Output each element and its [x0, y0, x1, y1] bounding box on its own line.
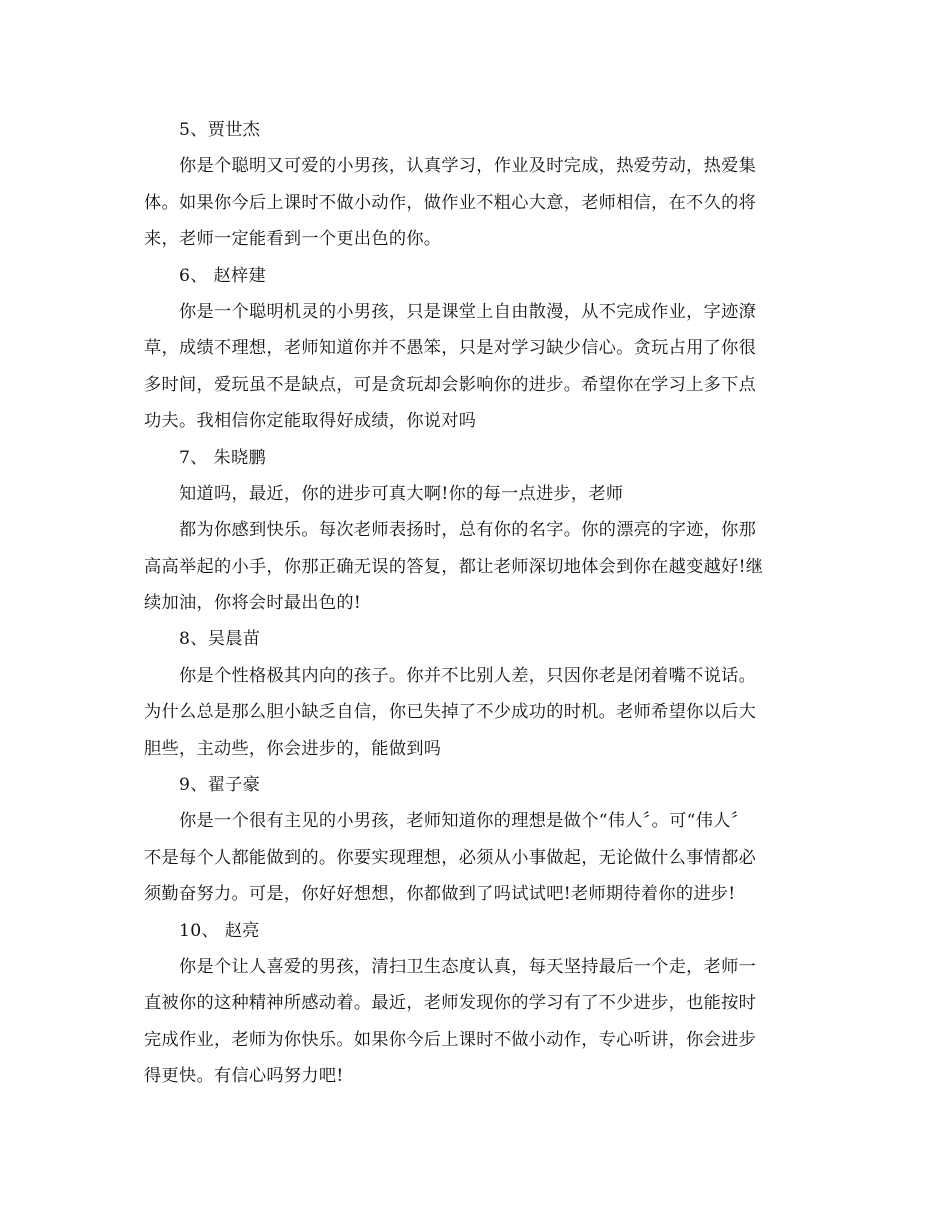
comment-entry-9	[144, 767, 804, 913]
entry-heading: 10、 赵亮	[179, 920, 260, 941]
paragraph-line: 得更快。有信心吗努力吧!	[144, 1066, 344, 1087]
comment-entry-6	[144, 258, 804, 440]
paragraph-line: 你是一个很有主见的小男孩，老师知道你的理想是做个“伟人〞。可“伟人〞	[179, 811, 749, 832]
paragraph-line: 知道吗，最近，你的进步可真大啊!你的每一点进步，老师	[179, 483, 624, 504]
paragraph-line: 高高举起的小手，你那正确无误的答复，都让老师深切地体会到你在越变越好!继	[144, 556, 764, 577]
entry-heading: 6、 赵梓建	[179, 265, 266, 286]
paragraph-line: 完成作业，老师为你快乐。如果你今后上课时不做小动作，专心听讲，你会进步	[144, 1029, 757, 1050]
paragraph-line: 续加油，你将会时最出色的!	[144, 593, 362, 614]
entry-heading: 5、贾世杰	[179, 120, 261, 140]
paragraph-line: 功夫。我相信你定能取得好成绩，你说对吗	[144, 411, 477, 432]
paragraph-line: 为什么总是那么胆小缺乏自信，你已失掉了不少成功的时机。老师希望你以后大	[144, 702, 757, 723]
paragraph-line: 来，老师一定能看到一个更出色的你。	[144, 229, 442, 250]
paragraph-line: 你是一个聪明机灵的小男孩，只是课堂上自由散漫，从不完成作业，字迹潦	[179, 301, 757, 322]
paragraph-line: 胆些，主动些，你会进步的，能做到吗	[144, 738, 442, 759]
comment-entry-10	[144, 913, 804, 1095]
paragraph-line: 你是个性格极其内向的孩子。你并不比别人差，只因你老是闭着嘴不说话。	[179, 665, 757, 686]
entry-heading: 8、吴晨苗	[179, 629, 261, 650]
entry-heading: 7、 朱晓鹏	[179, 447, 266, 468]
comment-entry-7	[144, 440, 804, 622]
paragraph-line: 都为你感到快乐。每次老师表扬时，总有你的名字。你的漂亮的字迹，你那	[179, 520, 757, 541]
paragraph-line: 直被你的这种精神所感动着。最近，老师发现你的学习有了不少进步，也能按时	[144, 993, 757, 1014]
paragraph-line: 你是个聪明又可爱的小男孩，认真学习，作业及时完成，热爱劳动，热爱集	[179, 156, 757, 177]
paragraph-line: 须勤奋努力。可是，你好好想想，你都做到了吗试试吧!老师期待着你的进步!	[144, 884, 736, 905]
paragraph-line: 体。如果你今后上课时不做小动作，做作业不粗心大意，老师相信，在不久的将	[144, 192, 757, 213]
paragraph-line: 草，成绩不理想，老师知道你并不愚笨，只是对学习缺少信心。贪玩占用了你很	[144, 338, 757, 359]
comment-entry-8	[144, 621, 804, 767]
paragraph-line: 不是每个人都能做到的。你要实现理想，必须从小事做起，无论做什么事情都必	[144, 847, 757, 868]
paragraph-line: 你是个让人喜爱的男孩，清扫卫生态度认真，每天坚持最后一个走，老师一	[179, 956, 757, 977]
entry-heading: 9、翟子豪	[179, 775, 261, 796]
comment-entry-5	[144, 112, 804, 258]
paragraph-line: 多时间，爱玩虽不是缺点，可是贪玩却会影响你的进步。希望你在学习上多下点	[144, 374, 757, 395]
document-body	[144, 112, 804, 1095]
